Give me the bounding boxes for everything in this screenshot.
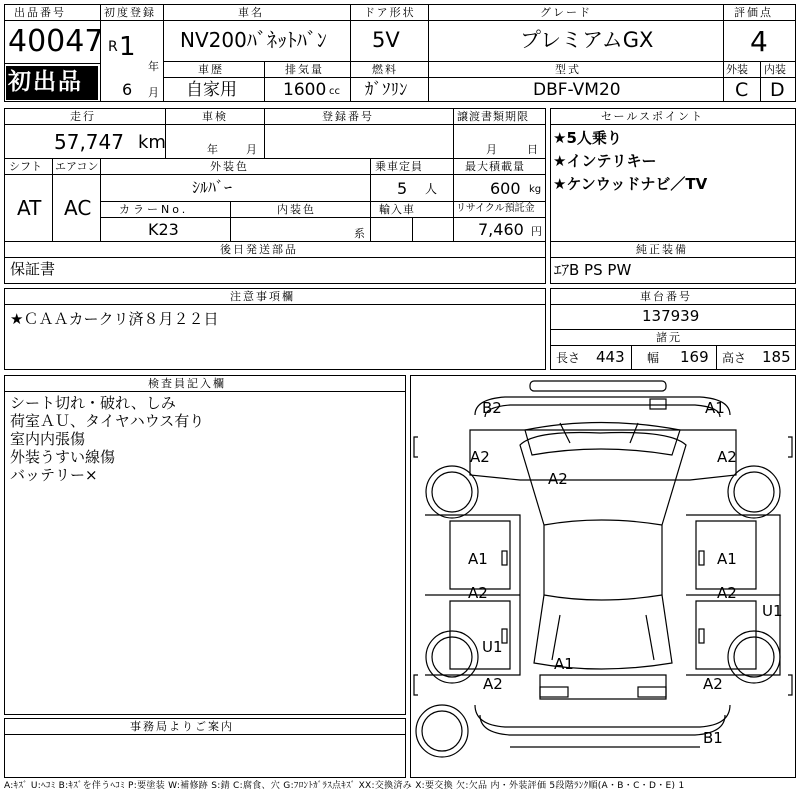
displacement: 1600 — [283, 80, 327, 100]
import-label: 輸入車 — [379, 203, 415, 216]
mark-rr-side: U1 — [762, 602, 783, 620]
mileage-unit: km — [138, 132, 166, 153]
notes-value: ★ＣＡＡカークリ済８月２２日 — [10, 310, 219, 328]
sales-points-label: セールスポイント — [601, 110, 705, 123]
ac-label: エアコン — [55, 160, 99, 173]
mileage: 57,747 — [54, 130, 124, 154]
length-label: 長さ — [556, 351, 581, 365]
inspector-label: 検査員記入欄 — [148, 377, 226, 390]
mark-rl-door: A2 — [468, 584, 488, 602]
inspection-month-unit: 月 — [246, 143, 257, 156]
chassis-label: 車台番号 — [640, 290, 692, 303]
exterior-grade: C — [735, 79, 749, 101]
year-unit: 年 — [148, 60, 159, 73]
mark-roof-rear: A1 — [554, 655, 574, 673]
interior-color-suffix: 系 — [354, 227, 365, 240]
transfer-month-unit: 月 — [486, 143, 497, 156]
mark-fr-door: A1 — [717, 550, 737, 568]
width-value: 169 — [680, 348, 709, 366]
interior-label: 内装 — [764, 63, 786, 76]
fuel-label: 燃料 — [372, 63, 398, 76]
office-label: 事務局よりご案内 — [130, 720, 234, 733]
era: R — [108, 39, 118, 55]
shift: AT — [17, 196, 42, 220]
inspector-line: 外装うすい線傷 — [10, 448, 116, 466]
notes-label: 注意事項欄 — [230, 290, 295, 303]
capacity: 5 — [397, 179, 408, 198]
inspector-line: シート切れ・破れ、しみ — [10, 394, 176, 412]
score: 4 — [750, 25, 768, 58]
mark-fr-fender: A2 — [717, 448, 737, 466]
width-label: 幅 — [647, 351, 660, 365]
recycle-unit: 円 — [531, 225, 542, 238]
mark-rl-corner: A2 — [483, 675, 503, 693]
displacement-label: 排気量 — [285, 63, 324, 76]
mark-rr-door: A2 — [717, 584, 737, 602]
door-type: 5V — [372, 28, 400, 52]
inspection-label: 車検 — [202, 110, 228, 123]
first-listing-badge: 初出品 — [8, 69, 83, 95]
sales-point-item: ★インテリキー — [553, 152, 657, 170]
length-value: 443 — [596, 348, 625, 366]
transfer-day-unit: 日 — [527, 143, 538, 156]
grade: プレミアムGX — [520, 28, 654, 52]
transfer-label: 譲渡書類期限 — [457, 110, 529, 123]
displacement-unit: cc — [329, 86, 340, 97]
height-value: 185 — [762, 348, 791, 366]
sales-point-item: ★5人乗り — [553, 129, 622, 147]
grade-label: グレード — [540, 6, 592, 19]
body-color: ｼﾙﾊﾞｰ — [192, 178, 233, 197]
car-name-label: 車名 — [238, 6, 264, 19]
mark-rr-corner: A2 — [703, 675, 723, 693]
mark-rl-quarter: U1 — [482, 638, 503, 656]
air-conditioner: AC — [64, 196, 92, 220]
dims-label: 諸元 — [656, 331, 682, 344]
car-damage-diagram — [410, 375, 796, 778]
history: 自家用 — [186, 80, 237, 100]
month-unit: 月 — [148, 86, 159, 99]
inspector-line: 室内内張傷 — [10, 430, 86, 448]
recycle-fee: 7,460 — [478, 220, 524, 239]
fuel: ｶﾞｿﾘﾝ — [365, 80, 408, 100]
shift-label: シフト — [9, 160, 42, 173]
mark-fl-fender: A2 — [470, 448, 490, 466]
first-reg-label: 初度登録 — [104, 6, 156, 19]
mileage-label: 走行 — [70, 110, 96, 123]
max-load: 600 — [490, 179, 521, 198]
color-label: 外装色 — [210, 160, 249, 173]
equipment-label: 純正装備 — [636, 243, 688, 256]
later-parts-label: 後日発送部品 — [220, 243, 298, 256]
model-label: 型式 — [555, 63, 581, 76]
inspection-year-unit: 年 — [207, 143, 218, 156]
legend-text: A:ｷｽﾞ U:ﾍｺﾐ B:ｷｽﾞを伴うﾍｺﾐ P:要塗装 W:補修跡 S:錆 C:腐食、穴 G:ﾌﾛﾝﾄｶﾞﾗｽ点ｷｽﾞ XX:交換済み X:要交換 欠:欠品 内・外装評価 5段階ﾗﾝｸ順(A・B・C・D・E) 1 — [4, 781, 685, 791]
door-label: ドア形状 — [364, 6, 416, 19]
capacity-unit: 人 — [425, 182, 438, 196]
inspector-line: バッテリー× — [10, 466, 98, 484]
model-code: DBF-VM20 — [533, 80, 621, 100]
interior-grade: D — [770, 79, 785, 101]
score-label: 評価点 — [734, 6, 773, 19]
chassis-number: 137939 — [642, 307, 700, 325]
max-load-unit: kg — [529, 184, 542, 195]
reg-month: 6 — [122, 80, 133, 99]
height-label: 高さ — [722, 351, 747, 365]
reg-no-label: 登録番号 — [322, 110, 374, 123]
max-load-label: 最大積載量 — [465, 160, 525, 173]
lot-no-label: 出品番号 — [14, 6, 66, 19]
mark-front-left: B2 — [482, 399, 502, 417]
equipment-value: ｴｱB PS PW — [554, 261, 632, 279]
mark-hood: A2 — [548, 470, 568, 488]
reg-year: 1 — [119, 32, 136, 62]
later-parts: 保証書 — [10, 260, 56, 278]
interior-color-label: 内装色 — [277, 203, 316, 216]
recycle-label: リサイクル預託金 — [456, 203, 535, 214]
color-no-label: カラーNo. — [119, 203, 189, 216]
mark-rear-bumper: B1 — [703, 729, 723, 747]
inspector-line: 荷室ＡＵ、タイヤハウス有り — [10, 412, 205, 430]
mark-front-right: A1 — [705, 399, 725, 417]
capacity-label: 乗車定員 — [375, 160, 423, 173]
history-label: 車歴 — [198, 63, 224, 76]
sales-point-item: ★ケンウッドナビ／TV — [553, 175, 708, 193]
color-no: K23 — [148, 220, 179, 239]
car-name: NV200ﾊﾞﾈｯﾄﾊﾞﾝ — [180, 28, 327, 52]
exterior-label: 外装 — [726, 63, 748, 76]
lot-number: 40047 — [8, 24, 104, 59]
mark-fl-door: A1 — [468, 550, 488, 568]
